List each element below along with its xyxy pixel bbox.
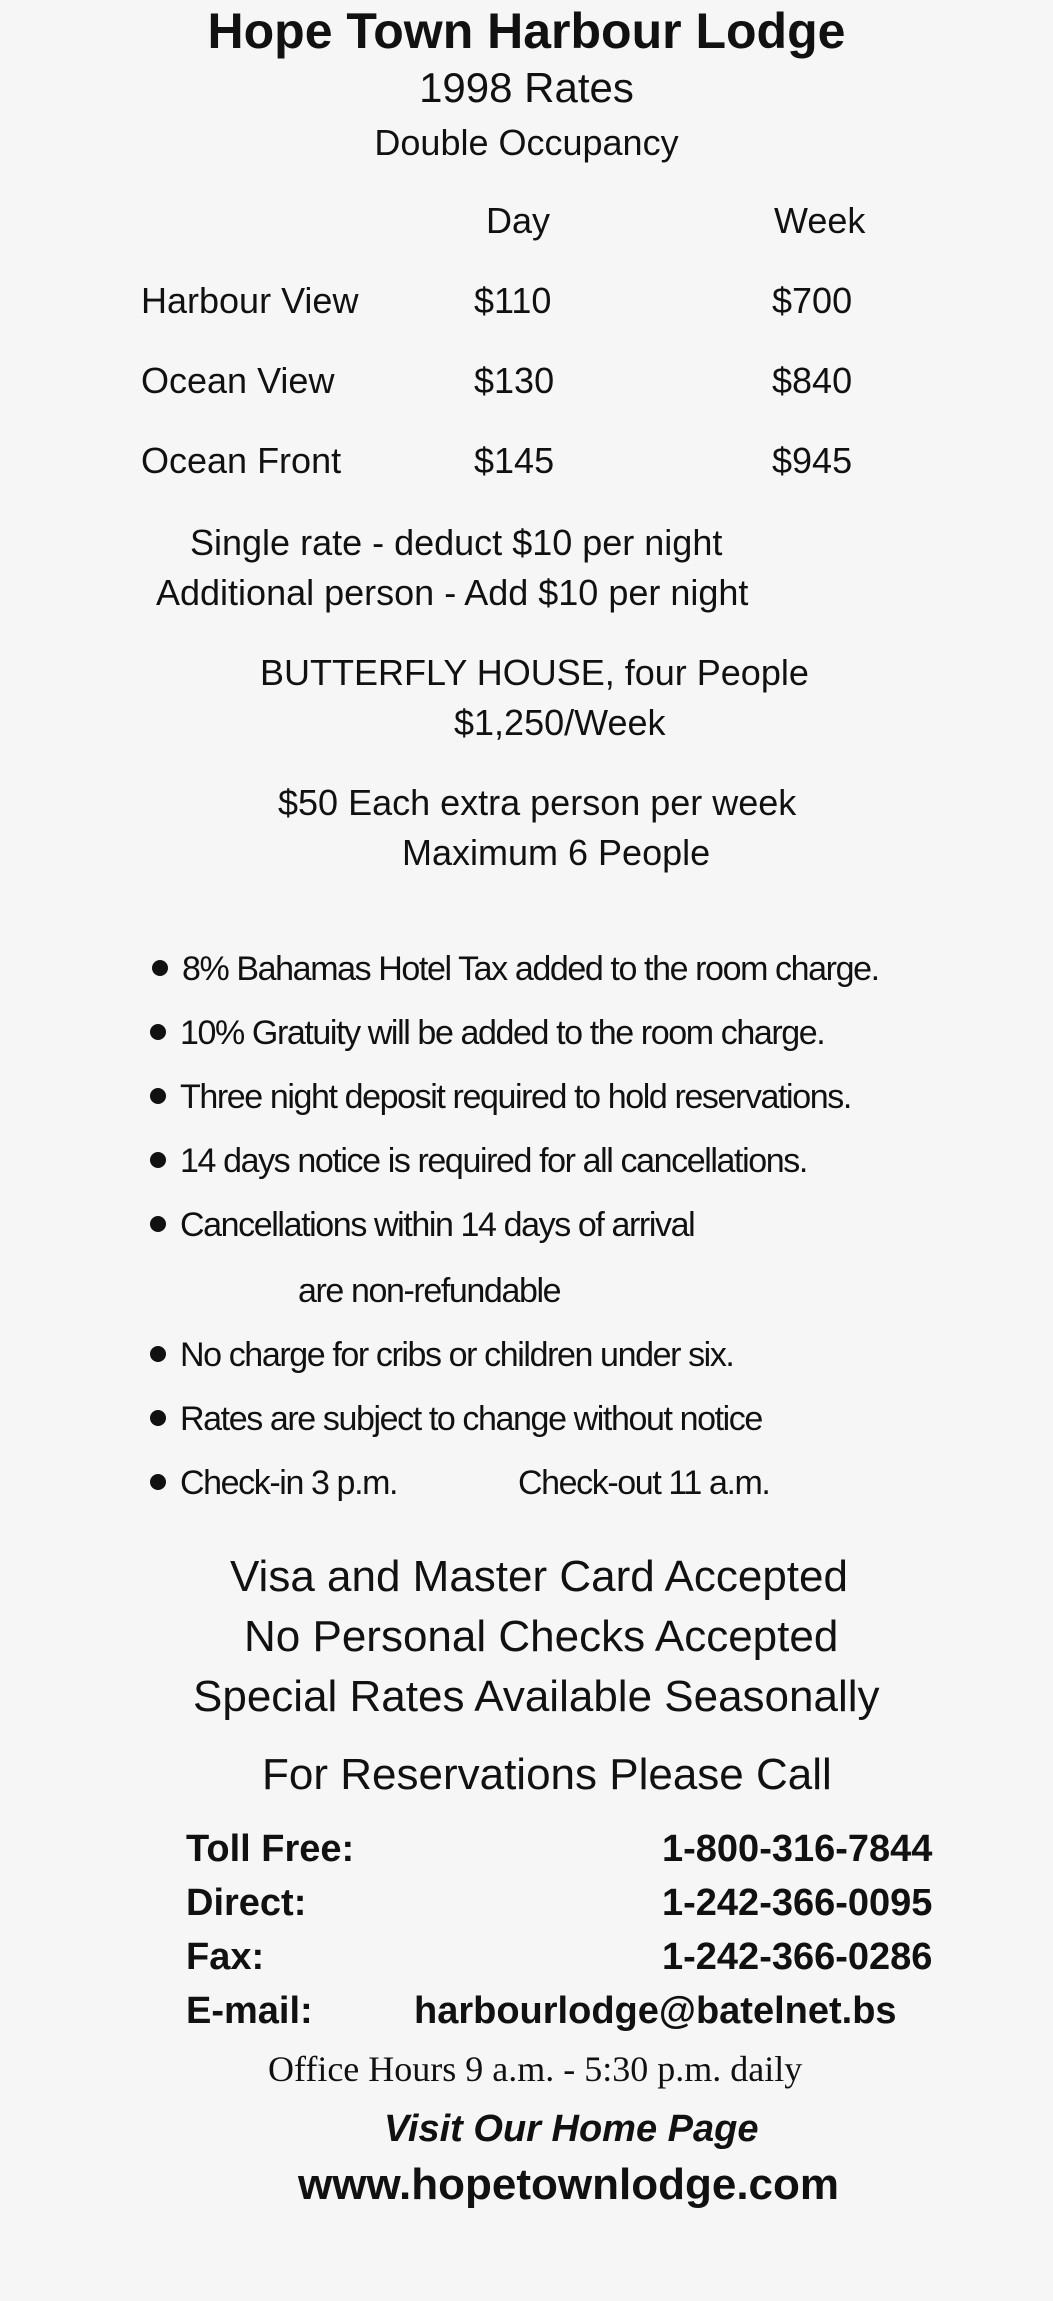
- reservations-heading: For Reservations Please Call: [262, 1750, 832, 1799]
- occupancy-note: Double Occupancy: [374, 122, 679, 163]
- policy-text: Three night deposit required to hold reservations.: [180, 1078, 851, 1116]
- list-item: [150, 1078, 851, 1117]
- bullet-icon: [152, 960, 168, 976]
- extra-person-note: $50 Each extra person per week: [278, 782, 797, 823]
- bullet-icon: [150, 1346, 166, 1362]
- email-link[interactable]: harbourlodge@batelnet.bs: [414, 1990, 897, 2032]
- column-header-week: Week: [774, 200, 866, 241]
- toll-free-label: Toll Free:: [186, 1828, 355, 1870]
- visit-home-page: Visit Our Home Page: [384, 2108, 759, 2150]
- policy-text: Cancellations within 14 days of arrival: [180, 1206, 695, 1244]
- bullet-icon: [150, 1410, 166, 1426]
- bullet-icon: [150, 1088, 166, 1104]
- list-item: [150, 1464, 397, 1503]
- toll-free-number[interactable]: 1-800-316-7844: [662, 1828, 933, 1870]
- single-rate-note: Single rate - deduct $10 per night: [190, 522, 723, 563]
- day-rate: $110: [474, 280, 552, 321]
- check-in-text: Check-in 3 p.m.: [180, 1464, 398, 1502]
- office-hours: Office Hours 9 a.m. - 5:30 p.m. daily: [268, 2049, 803, 2089]
- butterfly-house-title: BUTTERFLY HOUSE, four People: [260, 652, 809, 693]
- additional-person-note: Additional person - Add $10 per night: [156, 572, 749, 613]
- list-item-continuation: are non-refundable: [298, 1272, 561, 1310]
- page-title: Hope Town Harbour Lodge: [207, 3, 846, 59]
- rates-year: 1998 Rates: [419, 64, 634, 111]
- list-item: [150, 1206, 694, 1245]
- policy-text: 14 days notice is required for all cancellations.: [180, 1142, 807, 1180]
- check-out-text: Check-out 11 a.m.: [518, 1464, 770, 1502]
- list-item: [150, 1336, 733, 1375]
- bullet-icon: [150, 1474, 166, 1490]
- week-rate: $945: [772, 440, 853, 481]
- list-item: [152, 950, 879, 989]
- room-type: Ocean Front: [141, 440, 342, 481]
- policy-text: Rates are subject to change without notice: [180, 1400, 762, 1438]
- special-rates: Special Rates Available Seasonally: [193, 1672, 880, 1721]
- direct-number[interactable]: 1-242-366-0095: [662, 1882, 933, 1924]
- cards-accepted: Visa and Master Card Accepted: [230, 1552, 848, 1601]
- fax-number[interactable]: 1-242-366-0286: [662, 1936, 933, 1978]
- week-rate: $700: [772, 280, 853, 321]
- max-people-note: Maximum 6 People: [402, 832, 711, 873]
- room-type: Ocean View: [141, 360, 335, 401]
- direct-label: Direct:: [186, 1882, 307, 1924]
- policy-text: No charge for cribs or children under six.: [180, 1336, 734, 1374]
- no-checks: No Personal Checks Accepted: [244, 1612, 839, 1661]
- fax-label: Fax:: [186, 1936, 265, 1978]
- policy-text: 10% Gratuity will be added to the room charge.: [180, 1014, 825, 1052]
- bullet-icon: [150, 1024, 166, 1040]
- column-header-day: Day: [486, 200, 551, 241]
- list-item: [150, 1014, 824, 1053]
- bullet-icon: [150, 1216, 166, 1232]
- room-type: Harbour View: [141, 280, 359, 321]
- butterfly-house-price: $1,250/Week: [454, 702, 666, 743]
- bullet-icon: [150, 1152, 166, 1168]
- day-rate: $130: [474, 360, 555, 401]
- website-link[interactable]: www.hopetownlodge.com: [298, 2160, 840, 2209]
- email-label: E-mail:: [186, 1990, 313, 2032]
- list-item: [150, 1400, 762, 1439]
- list-item: [150, 1142, 807, 1181]
- day-rate: $145: [474, 440, 555, 481]
- policy-text: 8% Bahamas Hotel Tax added to the room charge.: [182, 950, 879, 988]
- week-rate: $840: [772, 360, 853, 401]
